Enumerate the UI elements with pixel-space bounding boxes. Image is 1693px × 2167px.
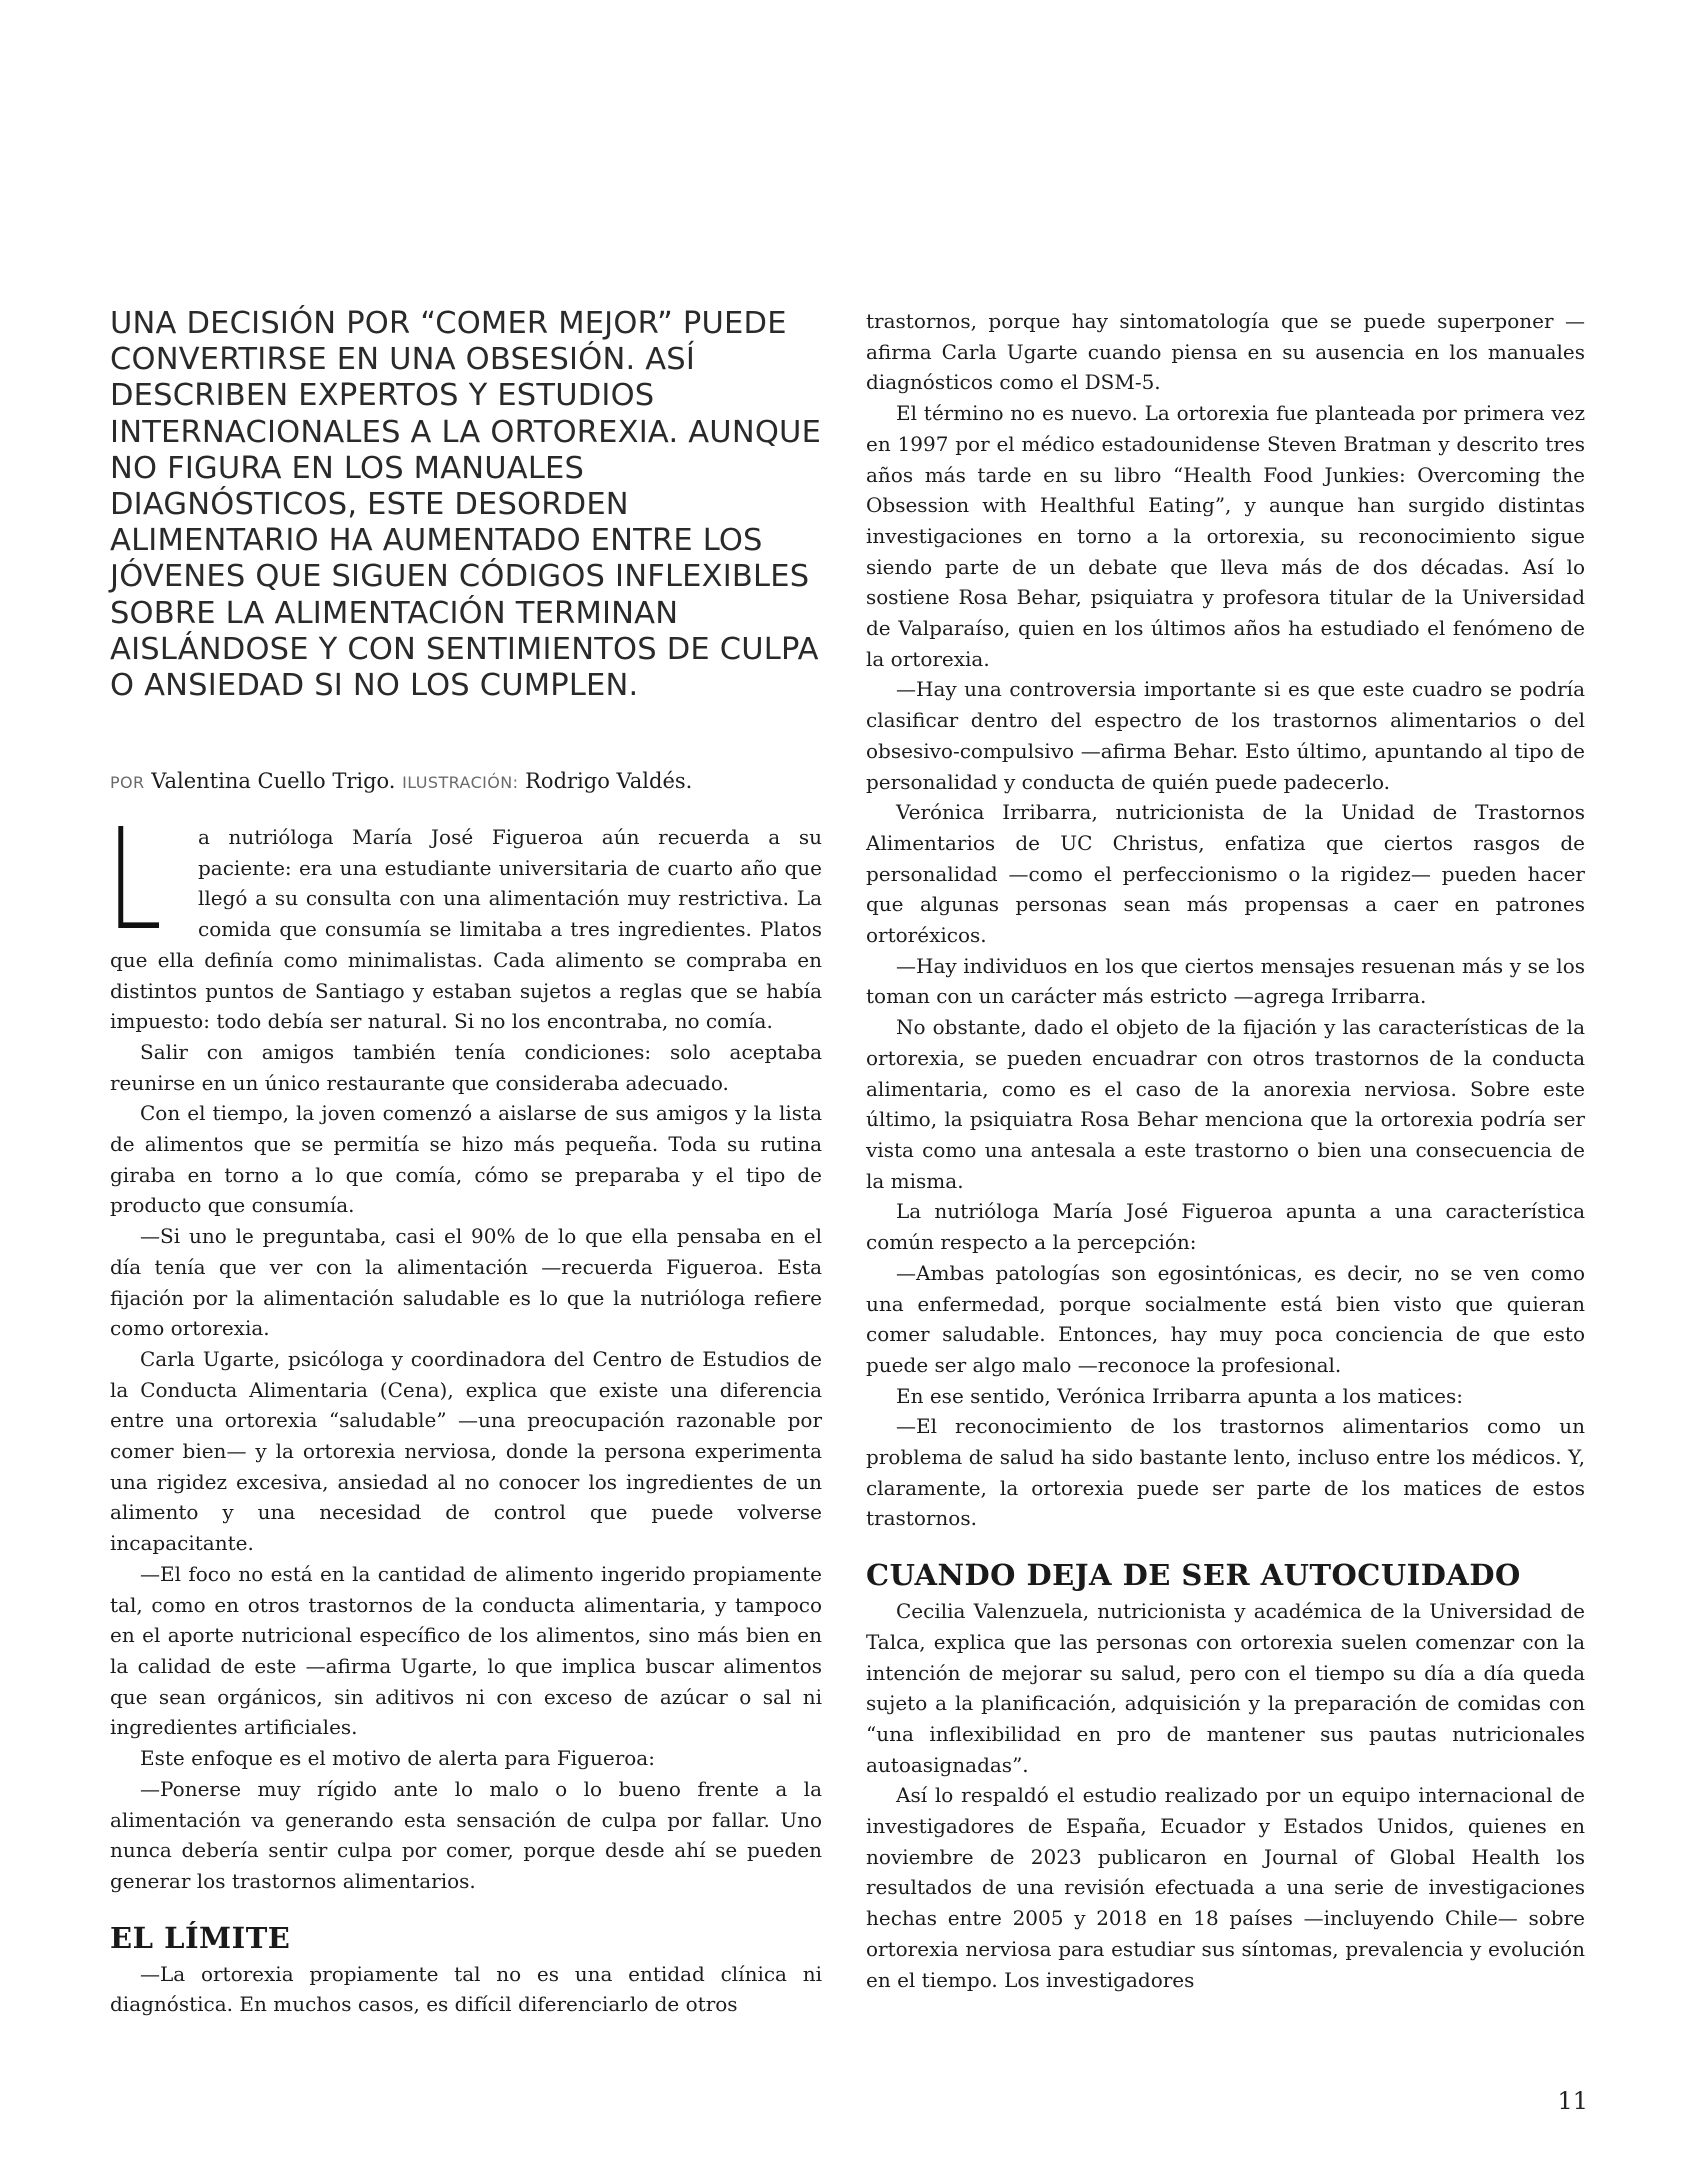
paragraph: Este enfoque es el motivo de alerta para Figueroa: xyxy=(140,1746,655,1771)
paragraph: —La ortorexia propiamente tal no es una entidad clínica ni diagnóstica. En muchos casos, es difícil diferenciarlo de otros xyxy=(110,1961,822,2017)
paragraph: —Si uno le preguntaba, casi el 90% de lo que ella pensaba en el día tenía que ver con la alimentación —recuerda Figueroa. Esta fijación por la alimentación saludable es lo que la nutrióloga refiere como ortorexia. xyxy=(110,1224,822,1341)
paragraph: —Ponerse muy rígido ante lo malo o lo bueno frente a la alimentación va generando esta sensación de culpa por fallar. Uno nunca debería sentir culpa por comer, porque desde ahí se pueden generar los trastornos alimentarios. xyxy=(110,1776,822,1893)
paragraph: Salir con amigos también tenía condiciones: solo aceptaba reunirse en un único restaurante que consideraba adecuado. xyxy=(110,1039,822,1095)
byline-illustration-label: ILUSTRACIÓN: xyxy=(402,773,519,792)
section-heading-autocuidado: CUANDO DEJA DE SER AUTOCUIDADO xyxy=(866,1558,1521,1593)
paragraph: —El reconocimiento de los trastornos alimentarios como un problema de salud ha sido bastante lento, incluso entre los médicos. Y, claramente, la ortorexia puede ser parte de los matices de estos trastornos. xyxy=(866,1414,1585,1531)
paragraph: L a nutrióloga María José Figueroa aún recuerda a su paciente: era una estudiante universitaria de cuarto año que llegó a su consulta con una alimentación muy restrictiva. La comida que consumía se limitaba a tres ingredientes. Platos que ella definía como minimalistas. Cada alimento se compraba en distintos puntos de Santiago y estaban sujetos a reglas que se había impuesto: todo debía ser natural. Si no los encontraba, no comía. xyxy=(106,799,822,1034)
paragraph: trastornos, porque hay sintomatología que se puede superponer —afirma Carla Ugarte cuando piensa en su ausencia en los manuales diagnósticos como el DSM-5. xyxy=(866,309,1585,395)
paragraph: La nutrióloga María José Figueroa apunta a una característica común respecto a la percepción: xyxy=(866,1199,1585,1255)
section-heading-el-limite: EL LÍMITE xyxy=(110,1920,291,1955)
paragraph: Con el tiempo, la joven comenzó a aislarse de sus amigos y la lista de alimentos que se permitía se hizo más pequeña. Toda su rutina giraba en torno a lo que comía, cómo se preparaba y el tipo de producto que consumía. xyxy=(110,1101,822,1218)
byline-por-label: POR xyxy=(110,773,145,792)
paragraph: Carla Ugarte, psicóloga y coordinadora del Centro de Estudios de la Conducta Alimentaria (Cena), explica que existe una diferencia entre una ortorexia “saludable” —una preocupación razonable por comer bien— y la ortorexia nerviosa, donde la persona experimenta una rigidez excesiva, ansiedad al no conocer los ingredientes de un alimento y una necesidad de control que puede volverse incapacitante. xyxy=(110,1346,822,1556)
paragraph: —Ambas patologías son egosintónicas, es decir, no se ven como una enfermedad, porque socialmente está bien visto que quieran comer saludable. Entonces, hay muy poca conciencia de que esto puede ser algo malo —reconoce la profesional. xyxy=(866,1260,1585,1377)
paragraph: —El foco no está en la cantidad de alimento ingerido propiamente tal, como en otros trastornos de la conducta alimentaria, y tampoco en el aporte nutricional específico de los alimentos, sino más bien en la calidad de este —afirma Ugarte, lo que implica buscar alimentos que sean orgánicos, sin aditivos ni con exceso de azúcar o sal ni ingredientes artificiales. xyxy=(110,1561,822,1740)
paragraph: En ese sentido, Verónica Irribarra apunta a los matices: xyxy=(896,1383,1463,1408)
paragraph: —Hay individuos en los que ciertos mensajes resuenan más y se los toman con un carácter más estricto —agrega Irribarra. xyxy=(866,953,1585,1009)
byline-illustrator: Rodrigo Valdés. xyxy=(525,769,693,793)
paragraph: Así lo respaldó el estudio realizado por un equipo internacional de investigadores de España, Ecuador y Estados Unidos, quienes en noviembre de 2023 publicaron en Journal of Global Health los resultados de una revisión efectuada a una serie de investigaciones hechas entre 2005 y 2018 en 18 países —incluyendo Chile— sobre ortorexia nerviosa para estudiar sus síntomas, prevalencia y evolución en el tiempo. Los investigadores xyxy=(866,1783,1585,1992)
paragraph: Cecilia Valenzuela, nutricionista y académica de la Universidad de Talca, explica que las personas con ortorexia suelen comenzar con la intención de mejorar su salud, pero con el tiempo su día a día queda sujeto a la planificación, adquisición y la preparación de comidas con “una inflexibilidad en pro de mantener sus pautas nutricionales autoasignadas”. xyxy=(866,1599,1585,1777)
article-deck: UNA DECISIÓN POR “COMER MEJOR” PUEDE CONVERTIRSE EN UNA OBSESIÓN. ASÍ DESCRIBEN EXPERTOS Y ESTUDIOS INTERNACIONALES A LA ORTOREXIA. AUNQUE NO FIGURA EN LOS MANUALES DIAGNÓSTICOS, ESTE DESORDEN ALIMENTARIO HA AUMENTADO ENTRE LOS JÓVENES QUE SIGUEN CÓDIGOS INFLEXIBLES SOBRE LA ALIMENTACIÓN TERMINAN AISLÁNDOSE Y CON SENTIMIENTOS DE CULPA O ANSIEDAD SI NO LOS CUMPLEN. xyxy=(110,306,822,704)
byline-author: Valentina Cuello Trigo. xyxy=(151,769,396,793)
left-column xyxy=(106,799,822,2020)
page-number: 11 xyxy=(1557,2087,1588,2115)
paragraph: —Hay una controversia importante si es que este cuadro se podría clasificar dentro del espectro de los trastornos alimentarios o del obsesivo-compulsivo —afirma Behar. Esto último, apuntando al tipo de personalidad y conducta de quién puede padecerlo. xyxy=(866,677,1585,794)
right-column xyxy=(866,306,1585,1995)
paragraph: Verónica Irribarra, nutricionista de la Unidad de Trastornos Alimentarios de UC Christus, enfatiza que ciertos rasgos de personalidad —como el perfeccionismo o la rigidez— pueden hacer que algunas personas sean más propensas a caer en patrones ortoréxicos. xyxy=(866,800,1585,948)
drop-cap: L xyxy=(106,799,163,962)
paragraph: No obstante, dado el objeto de la fijación y las características de la ortorexia, se pueden encuadrar con otros trastornos de la conducta alimentaria, como es el caso de la anorexia nerviosa. Sobre este último, la psiquiatra Rosa Behar menciona que la ortorexia podría ser vista como una antesala a este trastorno o bien una consecuencia de la misma. xyxy=(866,1015,1585,1193)
paragraph: El término no es nuevo. La ortorexia fue planteada por primera vez en 1997 por el médico estadounidense Steven Bratman y descrito tres años más tarde en su libro “Health Food Junkies: Overcoming the Obsession with Healthful Eating”, y aunque han surgido distintas investigaciones en torno a la ortorexia, su reconocimiento sigue siendo parte de un debate que lleva más de dos décadas. Así lo sostiene Rosa Behar, psiquiatra y profesora titular de la Universidad de Valparaíso, quien en los últimos años ha estudiado el fenómeno de la ortorexia. xyxy=(866,401,1585,671)
byline xyxy=(110,768,830,796)
